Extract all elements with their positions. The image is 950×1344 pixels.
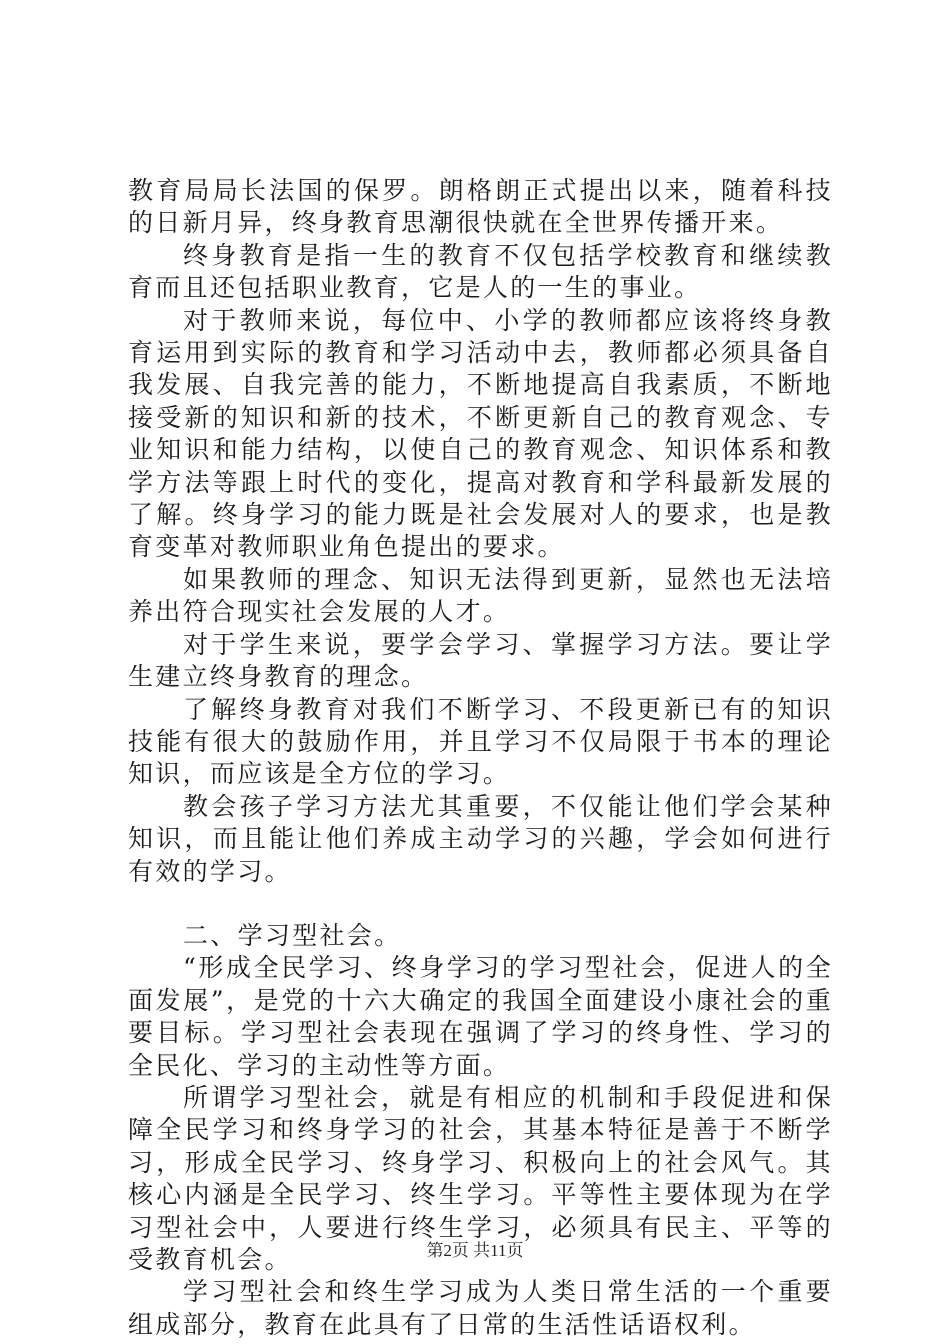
paragraph: “形成全民学习、终身学习的学习型社会，促进人的全面发展”，是党的十六大确定的我国全面建设小康社会的重要目标。学习型社会表现在强调了学习的终身性、学习的全民化、学习的主动性等方面。 [128, 953, 833, 1080]
paragraph: 所谓学习型社会，就是有相应的机制和手段促进和保障全民学习和终身学习的社会，其基本特征是善于不断学习，形成全民学习、终身学习、积极向上的社会风气。其核心内涵是全民学习、终生学习。平等性主要体现为在学习型社会中，人要进行终生学习，必须具有民主、平等的受教育机会。 [128, 1082, 833, 1274]
paragraph: 对于教师来说，每位中、小学的教师都应该将终身教育运用到实际的教育和学习活动中去，教师都必须具备自我发展、自我完善的能力，不断地提高自我素质，不断地接受新的知识和新的技术，不断更新自己的教育观念、专业知识和能力结构，以使自己的教育观念、知识体系和教学方法等跟上时代的变化，提高对教育和学科最新发展的了解。终身学习的能力既是社会发展对人的要求，也是教育变革对教师职业角色提出的要求。 [128, 305, 833, 562]
paragraph-group-1 [128, 175, 833, 888]
page-number-footer: 第2页 共11页 [426, 1241, 524, 1260]
paragraph: 教会孩子学习方法尤其重要，不仅能让他们学会某种知识，而且能让他们养成主动学习的兴趣，学会如何进行有效的学习。 [128, 791, 833, 886]
paragraph: 教育局局长法国的保罗。朗格朗正式提出以来，随着科技的日新月异，终身教育思潮很快就在全世界传播开来。 [128, 176, 833, 238]
document-body [128, 175, 833, 1341]
paragraph: 终身教育是指一生的教育不仅包括学校教育和继续教育而且还包括职业教育，它是人的一生的事业。 [128, 240, 833, 303]
paragraph: 学习型社会和终生学习成为人类日常生活的一个重要组成部分，教育在此具有了日常的生活性话语权利。 [128, 1277, 833, 1339]
section-spacer [128, 888, 833, 920]
paragraph: 对于学生来说，要学会学习、掌握学习方法。要让学生建立终身教育的理念。 [128, 629, 833, 692]
paragraph: 了解终身教育对我们不断学习、不段更新已有的知识技能有很大的鼓励作用，并且学习不仅局限于书本的理论知识，而应该是全方位的学习。 [128, 694, 833, 789]
section-heading: 二、学习型社会。 [183, 920, 402, 950]
paragraph: 如果教师的理念、知识无法得到更新，显然也无法培养出符合现实社会发展的人才。 [128, 564, 833, 627]
paragraph-group-2 [128, 952, 833, 1341]
